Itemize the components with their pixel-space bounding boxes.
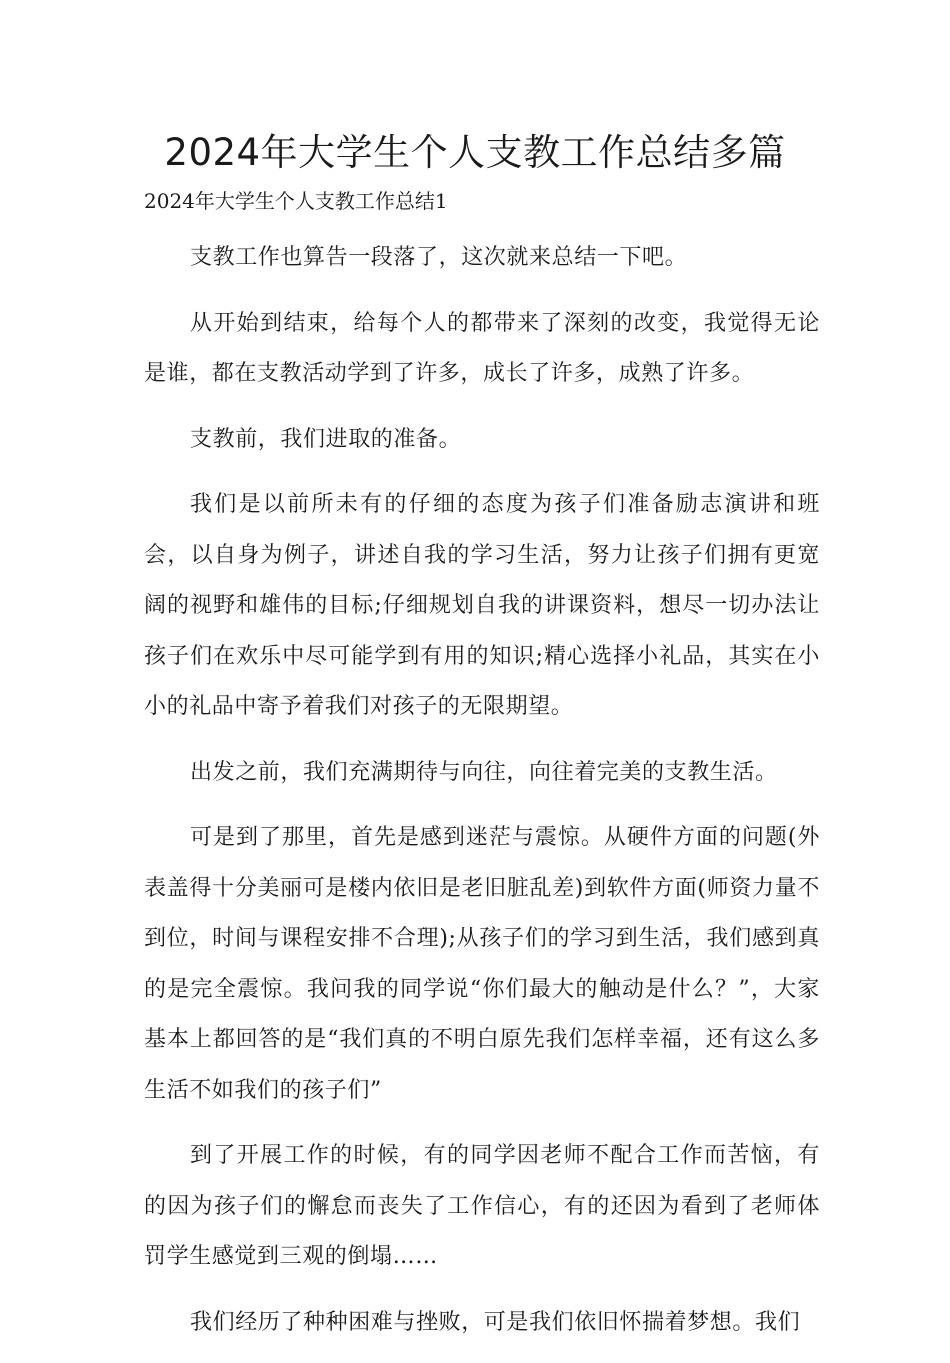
paragraph: 到了开展工作的时候，有的同学因老师不配合工作而苦恼，有的因为孩子们的懈怠而丧失了工作信心，有的还因为看到了老师体罚学生感觉到三观的倒塌…… [144, 1143, 820, 1269]
paragraph: 从开始到结束，给每个人的都带来了深刻的改变，我觉得无论是谁，都在支教活动学到了许多，成长了许多，成熟了许多。 [144, 310, 820, 386]
paragraph: 我们经历了种种困难与挫败，可是我们依旧怀揣着梦想。我们 [190, 1309, 801, 1335]
section-heading: 2024年大学生个人支教工作总结1 [144, 189, 448, 213]
paragraph: 支教前，我们进取的准备。 [190, 426, 462, 452]
paragraph: 可是到了那里，首先是感到迷茫与震惊。从硬件方面的问题(外表盖得十分美丽可是楼内依旧是老旧脏乱差)到软件方面(师资力量不到位，时间与课程安排不合理);从孩子们的学习到生活，我们感到真的是完全震惊。我问我的同学说“你们最大的触动是什么？”，大家基本上都回答的是“我们真的不明白原先我们怎样幸福，还有这么多生活不如我们的孩子们” [144, 825, 820, 1103]
paragraph: 支教工作也算告一段落了，这次就来总结一下吧。 [190, 245, 688, 270]
paragraph: 我们是以前所未有的仔细的态度为孩子们准备励志演讲和班会，以自身为例子，讲述自我的学习生活，努力让孩子们拥有更宽阔的视野和雄伟的目标;仔细规划自我的讲课资料，想尽一切办法让孩子们在欢乐中尽可能学到有用的知识;精心选择小礼品，其实在小小的礼品中寄予着我们对孩子的无限期望。 [144, 492, 820, 719]
document-body [144, 233, 820, 1363]
document-title: 2024年大学生个人支教工作总结多篇 [164, 131, 786, 174]
paragraph: 出发之前，我们充满期待与向往，向往着完美的支教生活。 [190, 759, 778, 785]
